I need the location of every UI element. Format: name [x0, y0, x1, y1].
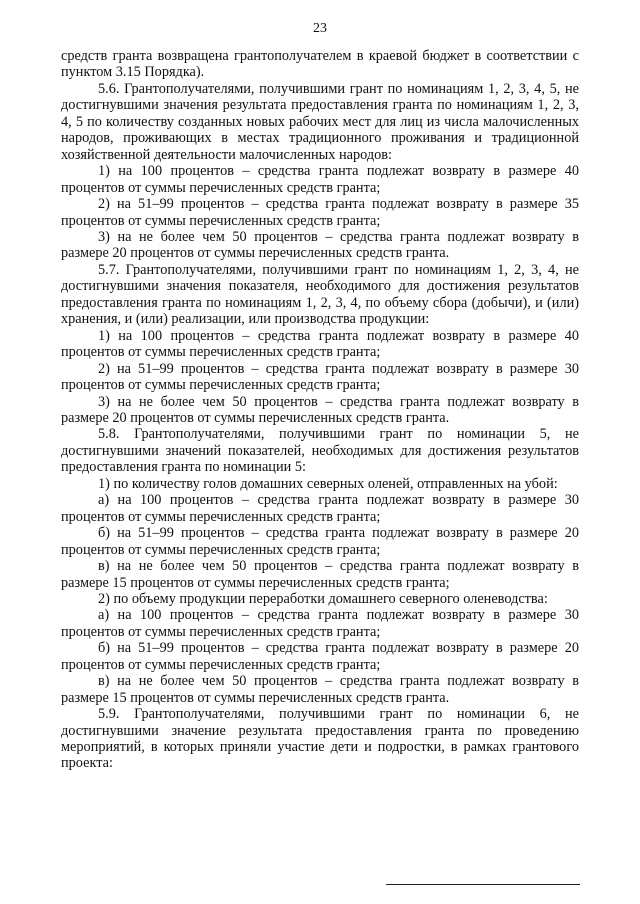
- paragraph-5-8-item-1-b: б) на 51–99 процентов – средства гранта подлежат возврату в размере 20 процентов от суммы перечисленных средств гранта;: [61, 525, 579, 558]
- page-number: 23: [313, 21, 327, 36]
- paragraph-5-6: 5.6. Грантополучателями, получившими грант по номинациям 1, 2, 3, 4, 5, не достигнувшими значения результата предоставления гранта по номинациям 1, 2, 3, 4, 5 по количеству созданных новых рабочих мест для лиц из числа малочисленных народов, проживающих в местах традиционного проживания и традиционной хозяйственной деятельности малочисленных народов:: [61, 80, 579, 163]
- paragraph-5-8-item-2-v: в) на не более чем 50 процентов – средства гранта подлежат возврату в размере 15 процентов от суммы перечисленных средств гранта.: [61, 673, 579, 706]
- footer-divider: [386, 884, 580, 885]
- paragraph-5-7-item-1: 1) на 100 процентов – средства гранта подлежат возврату в размере 40 процентов от суммы перечисленных средств гранта;: [61, 327, 579, 361]
- paragraph-5-6-item-2: 2) на 51–99 процентов – средства гранта подлежат возврату в размере 35 процентов от суммы перечисленных средств гранта;: [61, 196, 579, 229]
- paragraph-5-8-item-2: 2) по объему продукции переработки домашнего северного оленеводства:: [98, 590, 548, 607]
- paragraph-5-6-item-1: 1) на 100 процентов – средства гранта подлежат возврату в размере 40 процентов от суммы перечисленных средств гранта;: [61, 163, 579, 196]
- paragraph-5-8-item-2-b: б) на 51–99 процентов – средства гранта подлежат возврату в размере 20 процентов от суммы перечисленных средств гранта;: [61, 640, 579, 673]
- document-body: [61, 48, 579, 772]
- paragraph-5-6-item-3: 3) на не более чем 50 процентов – средства гранта подлежат возврату в размере 20 процентов от суммы перечисленных средств гранта.: [61, 228, 579, 262]
- paragraph-5-8-item-1: 1) по количеству голов домашних северных оленей, отправленных на убой:: [98, 475, 558, 492]
- paragraph-5-9: 5.9. Грантополучателями, получившими грант по номинации 6, не достигнувшими значение результата предоставления гранта по проведению мероприятий, в которых приняли участие дети и подростки, в рамках грантового проекта:: [61, 706, 579, 772]
- paragraph-5-7-item-3: 3) на не более чем 50 процентов – средства гранта подлежат возврату в размере 20 процентов от суммы перечисленных средств гранта.: [61, 393, 579, 426]
- paragraph-5-8-item-1-v: в) на не более чем 50 процентов – средства гранта подлежат возврату в размере 15 процентов от суммы перечисленных средств гранта;: [61, 558, 579, 591]
- paragraph-5-8-item-1-a: а) на 100 процентов – средства гранта подлежат возврату в размере 30 процентов от суммы перечисленных средств гранта;: [61, 492, 579, 525]
- paragraph-carryover: средств гранта возвращена грантополучателем в краевой бюджет в соответствии с пунктом 3.15 Порядка).: [61, 48, 579, 81]
- paragraph-5-8-item-2-a: а) на 100 процентов – средства гранта подлежат возврату в размере 30 процентов от суммы перечисленных средств гранта;: [61, 607, 579, 640]
- paragraph-5-7: 5.7. Грантополучателями, получившими грант по номинациям 1, 2, 3, 4, не достигнувшими значения показателя, необходимого для достижения результатов предоставления гранта по номинациям 1, 2, 3, 4, по объему сбора (добычи), и (или) хранения, и (или) реализации, или производства продукции:: [61, 261, 579, 328]
- paragraph-5-8: 5.8. Грантополучателями, получившими грант по номинации 5, не достигнувшими значений показателей, необходимых для достижения результатов предоставления гранта по номинации 5:: [61, 426, 579, 476]
- paragraph-5-7-item-2: 2) на 51–99 процентов – средства гранта подлежат возврату в размере 30 процентов от суммы перечисленных средств гранта;: [61, 360, 579, 394]
